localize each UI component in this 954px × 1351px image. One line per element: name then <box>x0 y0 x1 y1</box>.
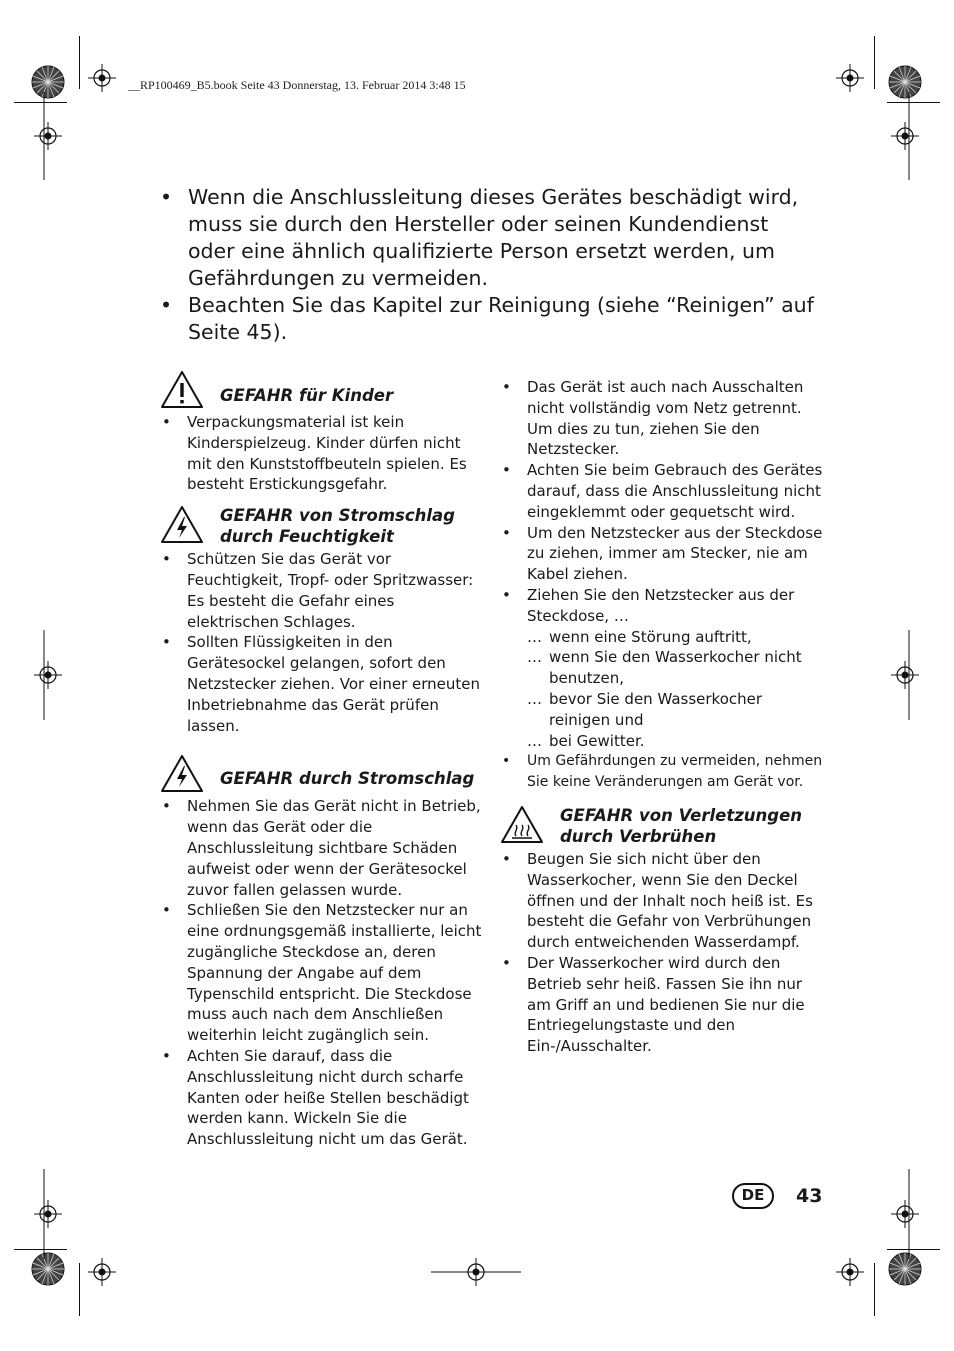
bullet: • <box>162 633 171 652</box>
item-text: Achten Sie beim Gebrauch des Gerätes darauf, dass die Anschlussleitung nicht eingeklemmt oder gequetscht wird. <box>527 461 823 521</box>
page-number: 43 <box>796 1185 823 1207</box>
print-header: __RP100469_B5.book Seite 43 Donnerstag, 13. Februar 2014 3:48 15 <box>128 78 466 92</box>
left-column <box>160 364 482 1150</box>
ellipsis: … <box>527 627 542 646</box>
sub-list-item <box>500 647 825 689</box>
ellipsis: … <box>527 648 542 667</box>
title-line: durch Feuchtigkeit <box>220 527 394 547</box>
section-heading-children <box>160 370 482 410</box>
item-text: Sollten Flüssigkeiten in den Gerätesockel gelangen, sofort den Netzstecker ziehen. Vor einer erneuten Inbetriebnahme das Gerät prüfen lassen. <box>187 633 481 735</box>
section-title <box>220 505 455 547</box>
section-heading-electric <box>160 754 482 794</box>
sub-list-item <box>500 689 825 731</box>
item-text: Beugen Sie sich nicht über den Wasserkocher, wenn Sie den Deckel öffnen und der Inhalt noch heiß ist. Es besteht die Gefahr von Verbrühungen durch entweichenden Wasserdampf. <box>527 849 813 952</box>
section-heading-moisture <box>160 505 482 547</box>
item-text: Ziehen Sie den Netzstecker aus der Steckdose, … <box>527 585 795 625</box>
sub-item-text: bei Gewitter. <box>549 731 645 750</box>
ellipsis: … <box>527 689 542 708</box>
list-item <box>500 523 825 585</box>
bullet: • <box>502 523 511 542</box>
bullet: • <box>162 797 171 816</box>
list-item <box>160 549 482 632</box>
bullet: • <box>160 293 173 317</box>
section-title: GEFAHR durch Stromschlag <box>220 769 475 789</box>
bullet: • <box>502 585 511 604</box>
item-text: Verpackungsmaterial ist kein Kinderspielzeug. Kinder dürfen nicht mit den Kunststoffbeuteln spielen. Es besteht Erstickungsgefahr. <box>187 413 467 494</box>
section-title: GEFAHR für Kinder <box>220 386 394 405</box>
exclamation-warning-icon <box>160 370 204 410</box>
item-text: Achten Sie darauf, dass die Anschlussleitung nicht durch scharfe Kanten oder heiße Stellen beschädigt werden kann. Wickeln Sie die Anschlussleitung nicht um das Gerät. <box>187 1046 469 1149</box>
list-item <box>160 796 482 900</box>
bullet: • <box>160 185 173 209</box>
language-badge: DE <box>732 1183 774 1209</box>
sub-item-text: wenn eine Störung auftritt, <box>549 627 752 646</box>
list-item <box>160 292 820 346</box>
item-text: Um Gefährdungen zu vermeiden, nehmen Sie keine Veränderungen am Gerät vor. <box>527 753 823 791</box>
list-item <box>500 460 825 522</box>
bullet: • <box>502 378 511 396</box>
sub-item-text: bevor Sie den Wasserkocher reinigen und <box>549 689 763 729</box>
bullet: • <box>162 901 171 920</box>
list-item <box>500 849 825 953</box>
sub-item-text: wenn Sie den Wasserkocher nicht benutzen, <box>549 648 802 688</box>
list-item <box>500 377 825 460</box>
item-text: Schließen Sie den Netzstecker nur an eine ordnungsgemäß installierte, leicht zugängliche Steckdose an, deren Spannung der Angabe auf dem Typenschild entspricht. Die Steckdose muss auch nach dem Anschließen weiterhin leicht zugänglich sein. <box>187 901 482 1045</box>
sub-list-item <box>500 627 825 648</box>
title-line: durch Verbrühen <box>560 826 717 846</box>
bullet-text: Wenn die Anschlussleitung dieses Gerätes beschädigt wird, muss sie durch den Hersteller oder seinen Kundendienst oder eine ähnlich qualifizierte Person ersetzt werden, um Gefährdungen zu vermeiden. <box>188 185 799 290</box>
title-line: GEFAHR von Stromschlag <box>220 506 455 526</box>
title-line: GEFAHR von Verletzungen <box>560 805 803 825</box>
list-item <box>160 1046 482 1150</box>
top-bullet-list <box>160 184 820 346</box>
bullet: • <box>502 753 511 770</box>
list-item <box>160 184 820 292</box>
hot-surface-warning-icon <box>500 805 544 845</box>
list-item <box>500 751 825 793</box>
item-text: Der Wasserkocher wird durch den Betrieb sehr heiß. Fassen Sie ihn nur am Griff an und bedienen Sie nur die Entriegelungstaste und den Ein-/Ausschalter. <box>527 953 805 1056</box>
item-text: Nehmen Sie das Gerät nicht in Betrieb, wenn das Gerät oder die Anschlussleitung sichtbare Schäden aufweist oder wenn der Gerätesockel zuvor fallen gelassen wurde. <box>187 797 481 899</box>
electric-shock-warning-icon <box>160 505 204 545</box>
bullet: • <box>502 849 511 868</box>
sub-list-item <box>500 731 825 752</box>
item-text: Das Gerät ist auch nach Ausschalten nicht vollständig vom Netz getrennt. Um dies zu tun, ziehen Sie den Netzstecker. <box>527 378 804 459</box>
section-title <box>560 805 802 847</box>
bullet: • <box>502 461 511 480</box>
item-text: Um den Netzstecker aus der Steckdose zu ziehen, immer am Stecker, nie am Kabel ziehen. <box>527 523 823 584</box>
item-text: Schützen Sie das Gerät vor Feuchtigkeit, Tropf- oder Spritzwasser: Es besteht die Gefahr eines elektrischen Schlages. <box>187 550 474 631</box>
list-item <box>160 412 482 495</box>
bullet: • <box>162 550 171 569</box>
section-heading-scalding <box>500 805 825 847</box>
list-item <box>160 632 482 736</box>
bullet: • <box>162 1046 171 1065</box>
electric-shock-warning-icon <box>160 754 204 794</box>
bullet: • <box>502 953 511 972</box>
list-item <box>500 953 825 1057</box>
right-column <box>500 377 825 1057</box>
list-item <box>160 900 482 1046</box>
bullet: • <box>162 413 171 431</box>
ellipsis: … <box>527 731 542 750</box>
list-item <box>500 585 825 627</box>
bullet-text: Beachten Sie das Kapitel zur Reinigung (siehe “Reinigen” auf Seite 45). <box>188 293 814 344</box>
